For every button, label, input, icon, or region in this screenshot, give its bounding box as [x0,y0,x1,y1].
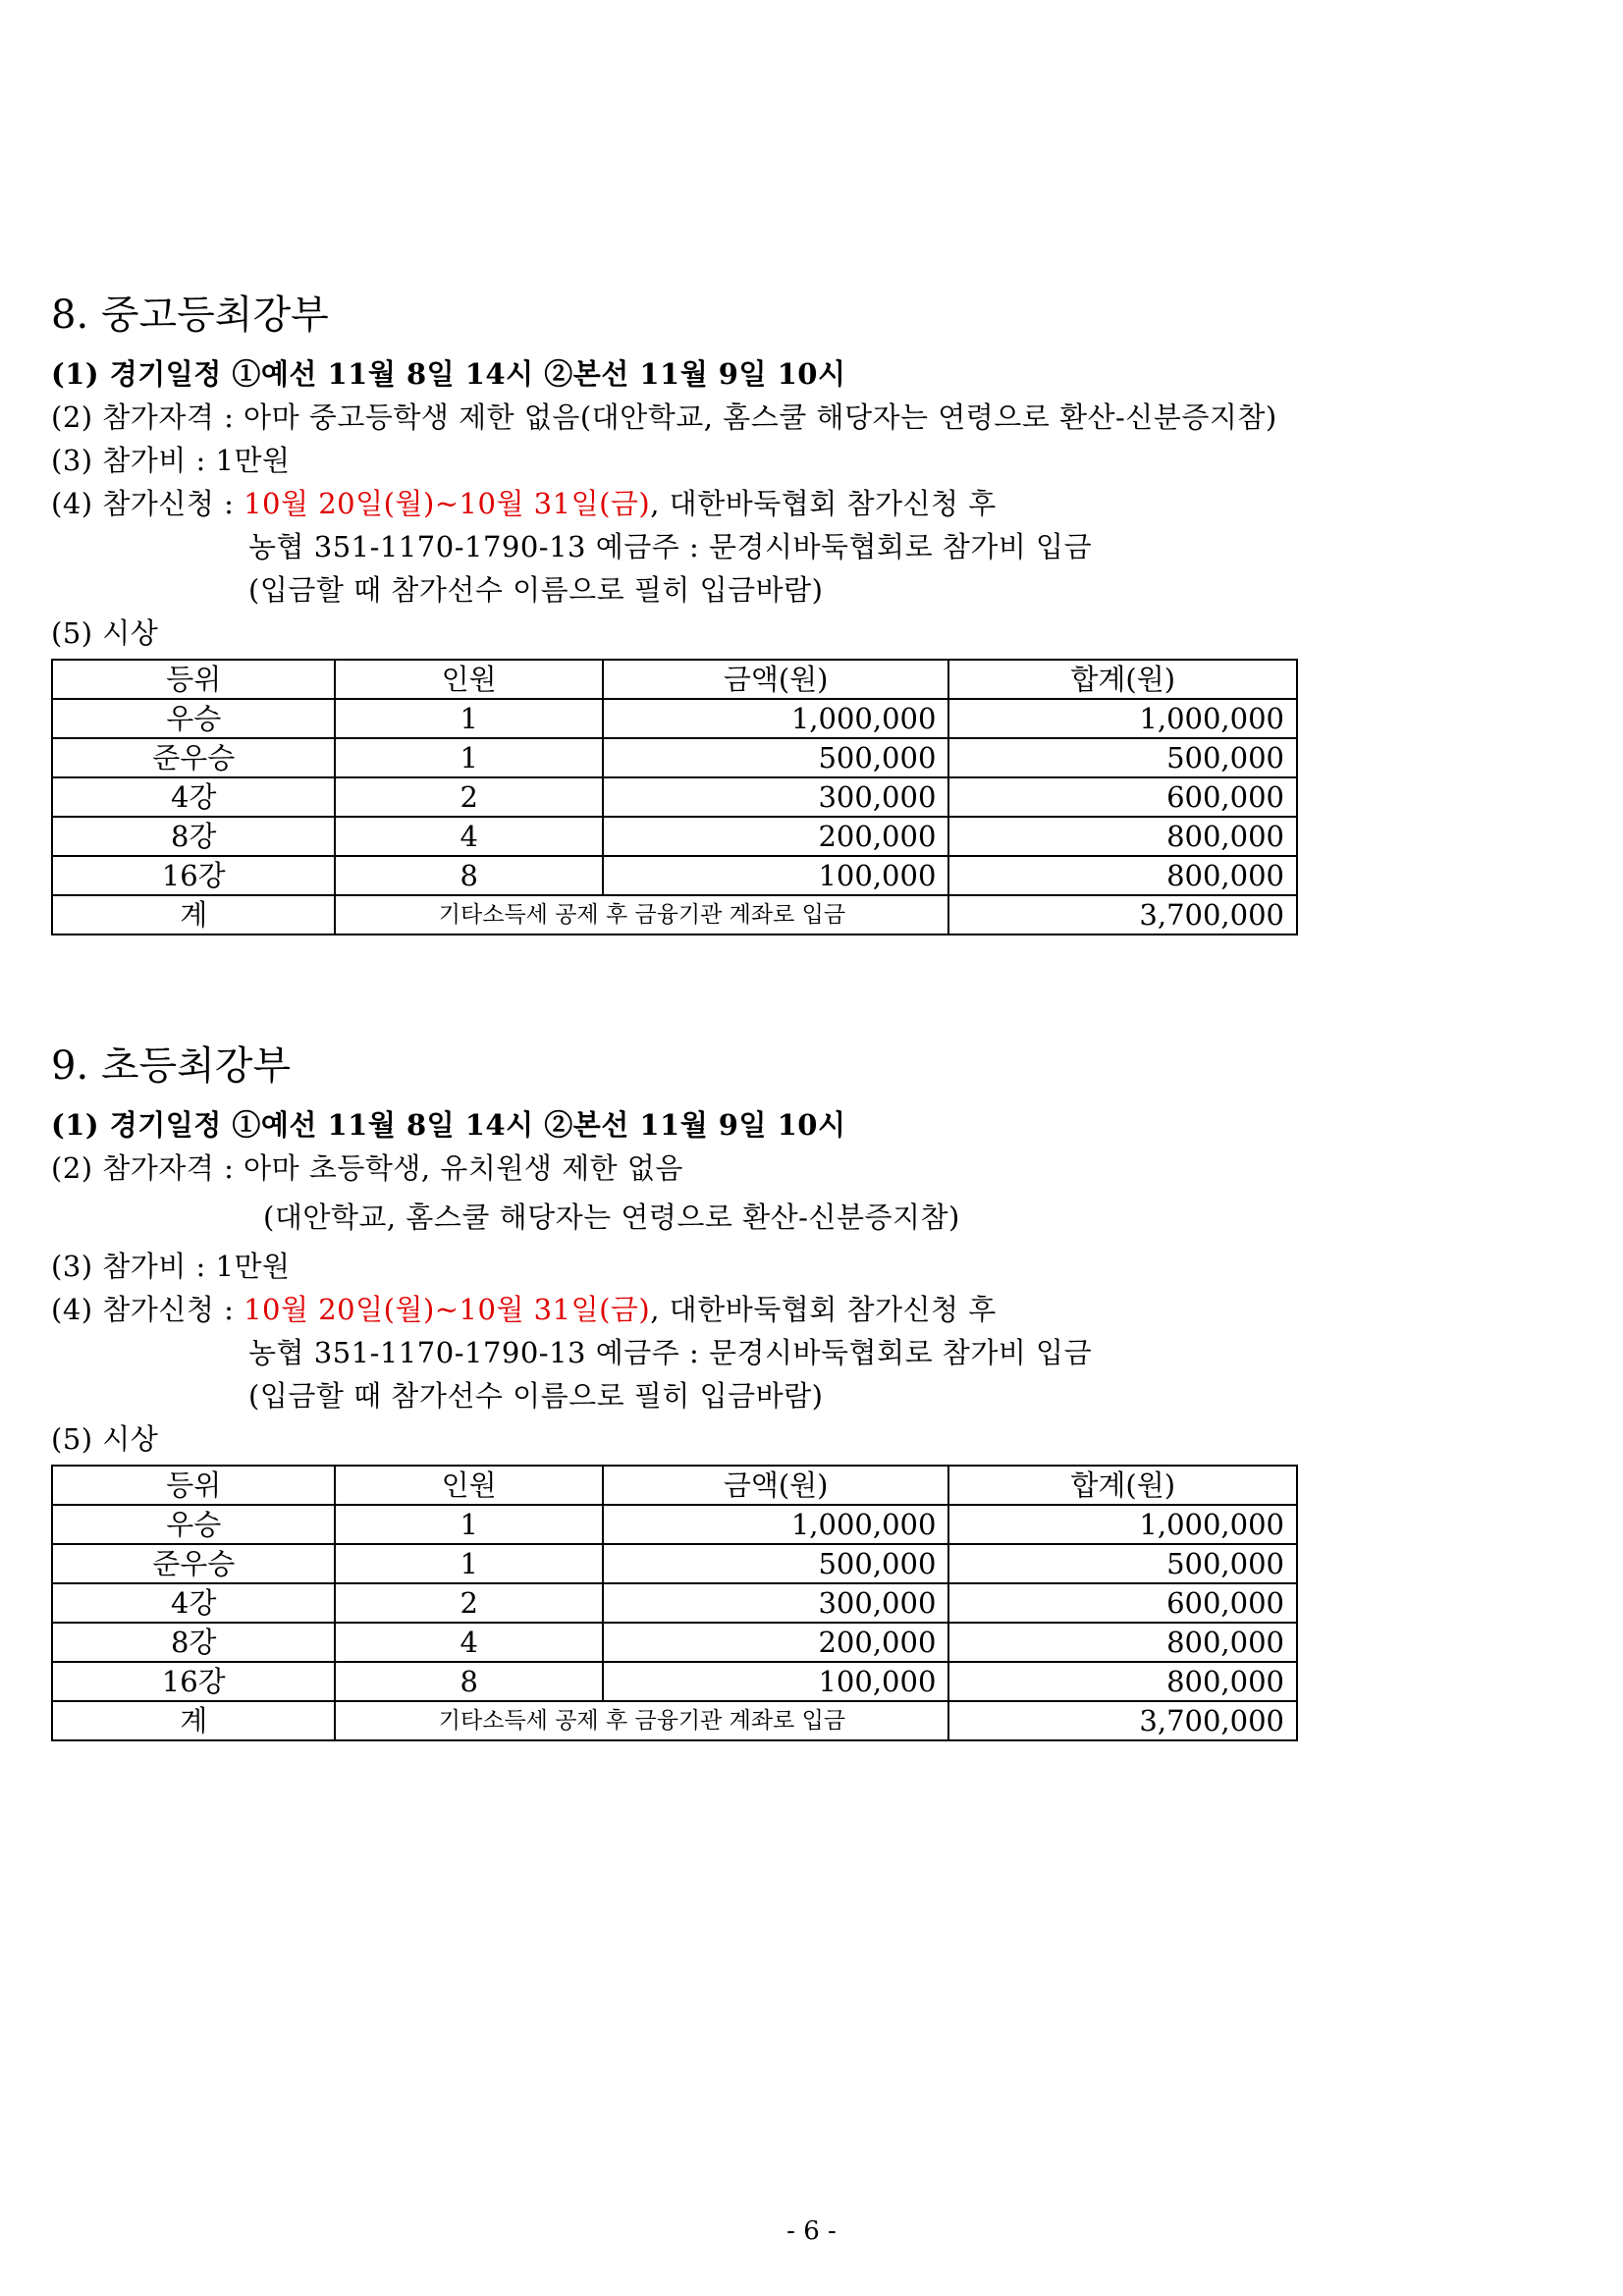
count-cell: 8 [335,856,602,895]
apply-dates: 10월 20일(월)~10월 31일(금) [243,487,651,520]
table-header-row [52,1466,1297,1505]
table-row [52,1623,1297,1662]
rank-cell: 4강 [52,777,335,817]
apply-prefix: (4) 참가신청 : [51,1293,244,1326]
table-row [52,1662,1297,1701]
header-total: 합계(원) [948,660,1297,699]
total-value-cell: 3,700,000 [948,1701,1297,1740]
count-cell: 8 [335,1662,602,1701]
header-rank: 등위 [52,1466,335,1505]
page-number: - 6 - [786,2216,837,2246]
amount-cell: 300,000 [603,777,949,817]
total-cell: 500,000 [948,738,1297,777]
amount-cell: 1,000,000 [603,699,949,738]
count-cell: 2 [335,1583,602,1623]
count-cell: 4 [335,1623,602,1662]
apply-suffix: , 대한바둑협회 참가신청 후 [650,487,997,520]
total-cell: 800,000 [948,817,1297,856]
section-heading: 9. 초등최강부 [51,1043,292,1089]
amount-cell: 200,000 [603,817,949,856]
eligibility-line: (2) 참가자격 : 아마 초등학생, 유치원생 제한 없음 [51,1151,683,1185]
table-row [52,817,1297,856]
section-heading: 8. 중고등최강부 [51,293,329,338]
section-8 [51,290,1308,935]
prize-label: (5) 시상 [51,1422,159,1456]
schedule-line: (1) 경기일정 ①예선 11월 8일 14시 ②본선 11월 9일 10시 [51,1108,846,1142]
prize-table [51,659,1298,935]
table-row [52,1544,1297,1583]
deposit-note: (입금할 때 참가선수 이름으로 필히 입금바람) [248,1379,824,1413]
apply-line [51,1288,1308,1331]
rank-cell: 준우승 [52,738,335,777]
bank-line: 농협 351-1170-1790-13 예금주 : 문경시바둑협회로 참가비 입금 [248,1336,1093,1369]
count-cell: 1 [335,738,602,777]
amount-cell: 500,000 [603,1544,949,1583]
apply-suffix: , 대한바둑협회 참가신청 후 [650,1293,997,1326]
table-total-row [52,895,1297,934]
count-cell: 1 [335,1544,602,1583]
header-amount: 금액(원) [603,1466,949,1505]
rank-cell: 우승 [52,699,335,738]
eligibility-line-2: (대안학교, 홈스쿨 해당자는 연령으로 환산-신분증지참) [263,1201,960,1234]
amount-cell: 200,000 [603,1623,949,1662]
total-note-cell: 기타소득세 공제 후 금융기관 계좌로 입금 [335,1701,948,1740]
prize-label: (5) 시상 [51,616,159,650]
header-rank: 등위 [52,660,335,699]
table-row [52,777,1297,817]
count-cell: 1 [335,699,602,738]
fee-line: (3) 참가비 : 1만원 [51,1250,291,1283]
total-cell: 800,000 [948,856,1297,895]
prize-table [51,1465,1298,1741]
total-value-cell: 3,700,000 [948,895,1297,934]
total-label-cell: 계 [52,895,335,934]
header-count: 인원 [335,1466,602,1505]
rank-cell: 8강 [52,817,335,856]
rank-cell: 준우승 [52,1544,335,1583]
bank-line: 농협 351-1170-1790-13 예금주 : 문경시바둑협회로 참가비 입금 [248,530,1093,563]
eligibility-line: (2) 참가자격 : 아마 중고등학생 제한 없음(대안학교, 홈스쿨 해당자는 연령으로 환산-신분증지참) [51,400,1277,434]
total-cell: 800,000 [948,1623,1297,1662]
amount-cell: 100,000 [603,1662,949,1701]
table-row [52,738,1297,777]
amount-cell: 500,000 [603,738,949,777]
count-cell: 2 [335,777,602,817]
total-cell: 1,000,000 [948,1505,1297,1544]
rank-cell: 우승 [52,1505,335,1544]
amount-cell: 1,000,000 [603,1505,949,1544]
total-cell: 600,000 [948,1583,1297,1623]
total-label-cell: 계 [52,1701,335,1740]
total-cell: 1,000,000 [948,699,1297,738]
apply-dates: 10월 20일(월)~10월 31일(금) [243,1293,651,1326]
table-total-row [52,1701,1297,1740]
total-cell: 800,000 [948,1662,1297,1701]
count-cell: 4 [335,817,602,856]
header-total: 합계(원) [948,1466,1297,1505]
rank-cell: 16강 [52,1662,335,1701]
amount-cell: 300,000 [603,1583,949,1623]
deposit-note: (입금할 때 참가선수 이름으로 필히 입금바람) [248,573,824,607]
table-row [52,699,1297,738]
table-row [52,1505,1297,1544]
header-count: 인원 [335,660,602,699]
apply-line [51,482,1308,525]
amount-cell: 100,000 [603,856,949,895]
section-9 [51,1041,1308,1741]
apply-prefix: (4) 참가신청 : [51,487,244,520]
count-cell: 1 [335,1505,602,1544]
rank-cell: 8강 [52,1623,335,1662]
table-row [52,856,1297,895]
total-cell: 600,000 [948,777,1297,817]
rank-cell: 4강 [52,1583,335,1623]
table-row [52,1583,1297,1623]
schedule-line: (1) 경기일정 ①예선 11월 8일 14시 ②본선 11월 9일 10시 [51,357,846,391]
header-amount: 금액(원) [603,660,949,699]
total-cell: 500,000 [948,1544,1297,1583]
rank-cell: 16강 [52,856,335,895]
table-header-row [52,660,1297,699]
total-note-cell: 기타소득세 공제 후 금융기관 계좌로 입금 [335,895,948,934]
fee-line: (3) 참가비 : 1만원 [51,444,291,477]
